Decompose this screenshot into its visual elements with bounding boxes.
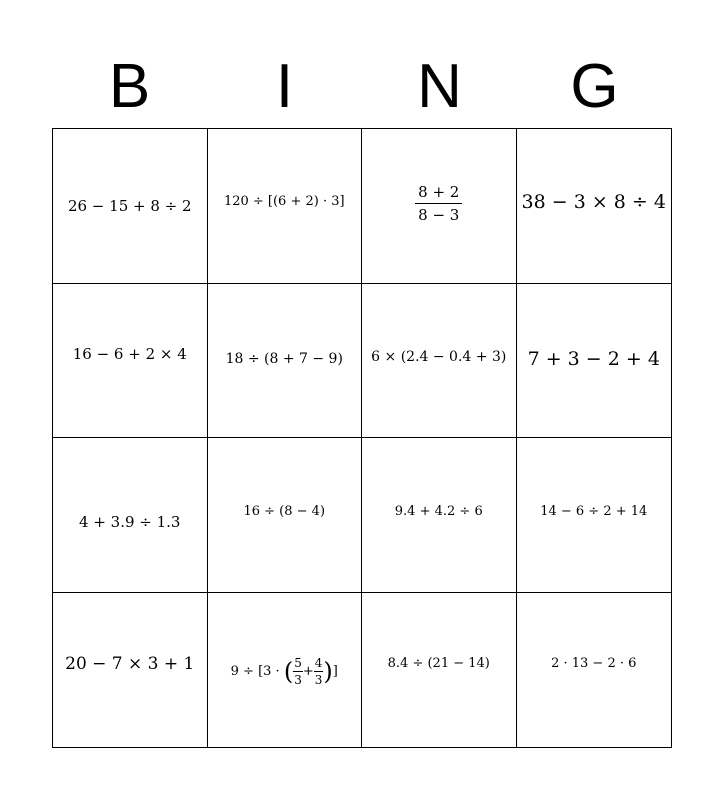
bingo-cell[interactable]	[517, 438, 672, 593]
plus-sign: +	[302, 664, 314, 680]
bingo-cell[interactable]	[208, 593, 363, 748]
cell-expression: 16 ÷ (8 − 4)	[243, 504, 326, 520]
bingo-cell[interactable]	[362, 284, 517, 439]
header-letter-g: G	[570, 52, 619, 121]
bingo-cell[interactable]	[517, 593, 672, 748]
bingo-header	[52, 52, 672, 122]
expression-suffix: ]	[332, 664, 338, 680]
bingo-cell[interactable]	[517, 129, 672, 284]
bingo-cell[interactable]	[53, 593, 208, 748]
bingo-cell[interactable]	[362, 129, 517, 284]
cell-expression: 38 − 3 × 8 ÷ 4	[521, 190, 666, 213]
cell-expression: 7 + 3 − 2 + 4	[527, 348, 660, 371]
cell-expression: 14 − 6 ÷ 2 + 14	[540, 504, 648, 520]
bingo-cell[interactable]	[362, 438, 517, 593]
cell-expression: 16 − 6 + 2 × 4	[72, 345, 187, 364]
right-paren: )	[323, 657, 333, 686]
fraction-denominator: 8 − 3	[418, 206, 460, 225]
cell-expression: 120 ÷ [(6 + 2) · 3]	[223, 194, 345, 210]
cell-expression: 20 − 7 × 3 + 1	[65, 653, 195, 674]
cell-expression: 8.4 ÷ (21 − 14)	[387, 656, 490, 672]
fraction-denominator: 3	[294, 673, 302, 688]
bingo-cell[interactable]	[517, 284, 672, 439]
cell-expression: 4 + 3.9 ÷ 1.3	[79, 512, 181, 531]
cell-expression-nested	[231, 656, 338, 687]
fraction-numerator: 5	[294, 656, 302, 671]
bingo-card-grid	[52, 128, 672, 748]
bingo-cell[interactable]	[208, 284, 363, 439]
bingo-cell[interactable]	[53, 438, 208, 593]
header-letter-n: N	[417, 52, 462, 121]
expression-prefix: 9 ÷ [3 ·	[230, 664, 284, 680]
bingo-cell[interactable]	[208, 129, 363, 284]
cell-expression: 6 × (2.4 − 0.4 + 3)	[371, 349, 507, 366]
bingo-cell[interactable]	[208, 438, 363, 593]
cell-expression: 2 · 13 − 2 · 6	[551, 656, 637, 672]
cell-expression: 9.4 + 4.2 ÷ 6	[394, 504, 483, 520]
header-letter-i: I	[275, 52, 294, 121]
bingo-cell[interactable]	[53, 284, 208, 439]
header-letter-b: B	[108, 52, 151, 121]
bingo-cell[interactable]	[53, 129, 208, 284]
left-paren: (	[283, 657, 294, 686]
fraction-numerator: 4	[314, 656, 323, 671]
fraction-numerator: 8 + 2	[415, 183, 462, 204]
cell-expression: 26 − 15 + 8 ÷ 2	[67, 196, 192, 215]
cell-expression: 18 ÷ (8 + 7 − 9)	[225, 351, 343, 368]
bingo-cell[interactable]	[362, 593, 517, 748]
fraction-four-thirds	[314, 656, 324, 687]
fraction-five-thirds	[293, 656, 303, 687]
cell-fraction	[415, 183, 462, 224]
fraction-denominator: 3	[314, 673, 323, 688]
